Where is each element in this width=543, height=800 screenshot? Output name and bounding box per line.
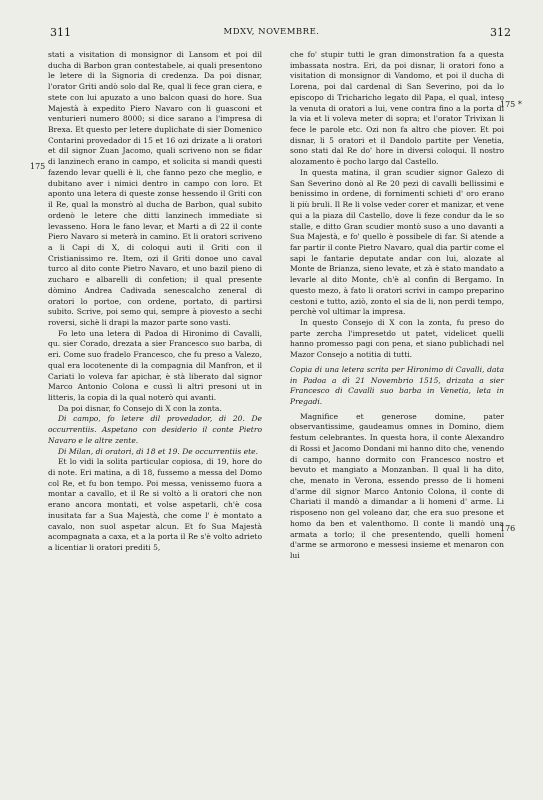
paragraph: Di campo, fo letere dil provedador, di 20. De occurrentiis. Aspetano con desiderio il conte Pietro Navaro e le altre zente. <box>48 414 262 445</box>
paragraph: In questo Consejo di X con la zonta, fu preso do parte zercha l'impresetdo ut patet, videlicet quelli hanno promesso pagi con pena, et siano publichadi nel Mazor Consejo a notitia di tutti. <box>290 317 504 360</box>
running-title: MDXV, NOVEMBRE. <box>223 27 320 37</box>
margin-number-left: 175 <box>30 162 46 171</box>
paragraph: Et lo vidi la solita particular copiosa, di 19, hore do di note. Eri matina, a dì 18, fussemo a messa del Domo col Re, et fu bon tempo. Poi messa, venissemo fuora a montar a cavallo, et il Re si voltò a li oratori che non erano ancora montati, et volse aspetarli, ch'è cosa inusitata far a Sua Majestà, che come l' è montato a cavalo, non suol aspetar alcun. Et fo Sua Majestà acompagnata a caxa, et a la porta il Re s'è volto adrieto a licentiar li oratori prediti 5, <box>48 457 262 553</box>
right-column <box>290 50 504 562</box>
left-column <box>48 50 262 554</box>
margin-number-right-2: 176 <box>500 524 516 533</box>
margin-number-right-1: 175 * <box>500 100 522 109</box>
paragraph: Magnifice et generose domine, pater observantissime, gaudeamus omnes in Domino, diem festum celebrantes. In questa hora, il conte Alexandro di Rossi et Jacomo Dondani mi hanno dito che, venendo di campo, hanno dormito con Francesco nostro et bevuto et mangiato a Monzanban. Il qual li ha dito, che, menato in Verona, essendo presso de li homeni d'arme dil signor Marco Antonio Colona, il conte di Chariati il mandò a dimandar a li homeni d' arme. Li risposeno non gel voleano dar, che era suo presone et homo da ben et valenthomo. Il conte li mandò una armata a torlo; il che presentendo, quelli homeni d'arme se armorono e messesi insieme et menaron con lui <box>290 411 504 561</box>
paragraph: Fo leto una letera di Padoa di Hironimo di Cavalli, qu. sier Corado, drezata a sier Francesco suo barba, di eri. Come suo fradelo Francesco, che fu preso a Valezo, qual era locotenente di la compagnia dil Manfron, et il Cariati lo voleva far apichar, è stà liberato dal signor Marco Antonio Colona e cussì li altri presoni ut in litteris, la copia di la qual noterò qui avanti. <box>48 328 262 402</box>
paragraph: In questa matina, il gran scudier signor Galezo di San Severino donò al Re 20 pezi di cavalli bellissimi e benissimo in ordene, di fornimenti schieti d' oro erano li più bruli. Il Re li volse veder corer et manizar, et vene qui a la piaza dil Castello, dove li feze condur da le so stalle, e ditto Gran scudier montò suso a uno davanti a Sua Majestà, e fo' quello è possibele di far. Si atende a far partir il conte Pietro Navaro, qual dia partir come el sapi le fantarie deputate andar con lui, alozate al Monte de Brianza, sieno levate, et zà è stato mandato a levarle al dito Monte, ch'è al confin di Bergamo. In questo mezo, à fato li oratori scrivi in campo preparino cestoni e tutto, aziò, zonto el sia de li, non perdi tempo, perchè vol ultimar la impresa. <box>290 167 505 317</box>
page-number-left: 311 <box>50 26 71 39</box>
page-header <box>0 26 543 42</box>
paragraph: stati a visitation di monsignor di Lansom et poi dil ducha di Barbon gran contestabele, ai quali presentono le letere di la Signoria di credenza. Da poi disnar, l'orator Griti andò solo dal Re, qual li fece gran ciera, e stete con lui apuzato a uno balcon quasi do hore. Sua Majestà à expedito Piero Navaro con li guasconi et venturieri numero 8000; si dice sarano a l'impresa di Brexa. Et questo per letere duplichate di sier Domenico Contarini provedador di 15 et 16 ozi drizate a li oratori et dil signor Zuan Jacomo, quali scriveno non se fidar di lanzinech erano in campo, et solicita si mandi questi fazendo levar quelli è li, che fanno pezo che meglio, e dubitano aver i nimici dentro in campo con loro. Et aponto una letera di queste zonse hessendo il Griti con il Re, qual la monstrò al ducha de Barbon, qual subito ordenò le letere che ditti lanzinech immediate si levasseno. Hora le fano levar, et Marti a dì 22 il conte Piero Navaro si meterà in camino. Et li oratori scriveno a li Capi di X, di coloqui auti il Griti con il Cristianissimo re. Item, ozi il Griti donoe uno caval turco al dito conte Pietro Navaro, et uno bazil pieno di zucharo e albarelli di confetion; il qual presente dòmino Andrea Cadivada senescalcho zeneral di oratori lo portoe, con ordene, portato, di partirsi subito. Scrive, poi semo qui, sempre à piovesto a sechi roversi, sichè li drapi la mazor parte sono vasti. <box>48 50 262 327</box>
letter-heading: Copia di una letera scrita per Hironimo di Cavalli, data in Padoa a dì 21 Novembrio 1515, drizata a sier Francesco di Cavalli suo barba in Venetia, leta in Pregadi. <box>290 364 504 406</box>
paragraph: Da poi disnar, fo Consejo di X con la zonta. <box>58 403 222 413</box>
paragraph: Di Milan, di oratori, di 18 et 19. De occurrentiis ete. <box>58 446 259 456</box>
paragraph: che fo' stupir tutti le gran dimonstration fa a questa imbassata nostra. Eri, da poi disnar, li oratori fono a visitation di monsignor di Vandomo, et poi il ducha di Lorena, poi dal cardenal di San Severino, poi da lo episcopo di Tricharicho legato dil Papa, el qual, inteso la venuta di oratori a lui, vene contra fino a la porta di la via et li voleva meter di sopra; et l'orator Trivixan li fece le parole etc. Ozi non fa altro che piover. Et poi disnar, li 5 oratori et il Dandolo partite per Venetia, sono stati dal Re do' hore in diversi coloqui. Il nostro alozamento è pocho largo dal Castello. <box>290 50 504 167</box>
page-number-right: 312 <box>490 26 511 39</box>
